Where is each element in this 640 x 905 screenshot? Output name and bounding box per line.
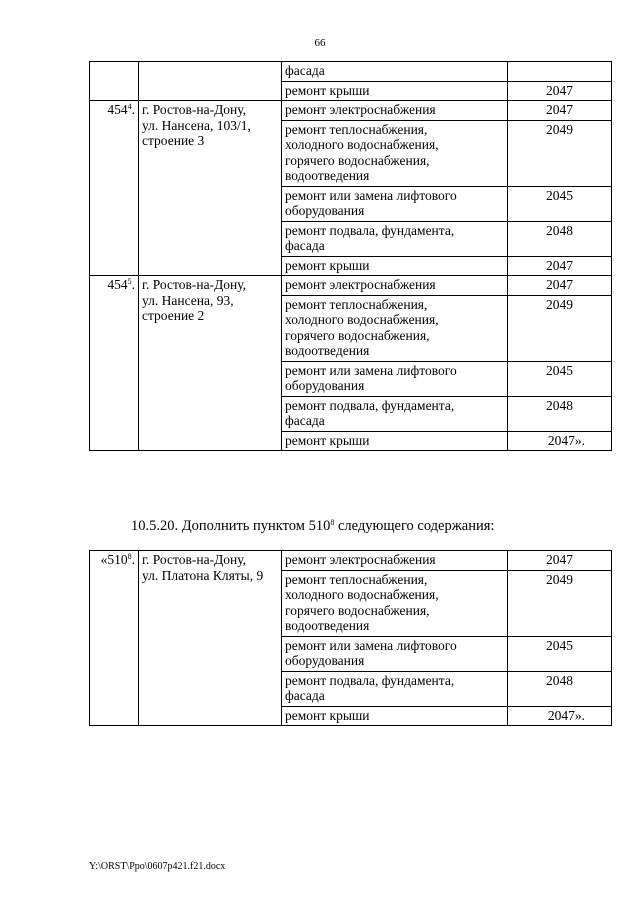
page-number: 66 <box>314 37 326 49</box>
year-cell: 2045 <box>508 361 612 396</box>
work-type-cell: ремонт электроснабжения <box>282 551 508 571</box>
item-number-cell <box>90 276 139 451</box>
address-line: ул. Нансена, 103/1, <box>142 117 251 133</box>
buildings-table-bottom <box>89 550 612 726</box>
amendment-text: 10.5.20. Дополнить пунктом 510 <box>131 518 331 534</box>
footer-file-path: Y:\ORST\Ppo\0607p421.f21.docx <box>89 861 226 872</box>
work-type-cell: ремонт теплоснабжения, холодного водоснабжения, горячего водоснабжения, водоотведения <box>282 570 508 636</box>
year-cell: 2047 <box>508 551 612 571</box>
year-cell: 2047 <box>508 81 612 101</box>
year-cell: 2048 <box>508 396 612 431</box>
address-cell <box>139 62 282 101</box>
item-number-sup: 5 <box>127 277 132 286</box>
address-cell <box>139 276 282 451</box>
work-type-cell: ремонт электроснабжения <box>282 101 508 121</box>
item-number-suffix: . <box>131 102 135 117</box>
work-type-cell: ремонт или замена лифтового оборудования <box>282 636 508 671</box>
address-line: г. Ростов-на-Дону, <box>142 102 247 117</box>
year-cell: 2047». <box>508 706 612 726</box>
work-type-cell: ремонт или замена лифтового оборудования <box>282 186 508 221</box>
item-number-sup: 4 <box>127 102 132 111</box>
year-cell: 2045 <box>508 186 612 221</box>
work-type-cell: ремонт крыши <box>282 81 508 101</box>
table-row <box>90 62 612 82</box>
year-cell: 2047». <box>508 431 612 451</box>
year-cell <box>508 62 612 82</box>
table-row <box>90 101 612 121</box>
work-type-cell: ремонт подвала, фундамента, фасада <box>282 396 508 431</box>
year-cell: 2047 <box>508 101 612 121</box>
year-cell: 2048 <box>508 221 612 256</box>
item-number-cell <box>90 62 139 101</box>
year-cell: 2049 <box>508 570 612 636</box>
item-number-cell <box>90 551 139 726</box>
work-type-cell: ремонт крыши <box>282 706 508 726</box>
item-number: «510 <box>100 552 128 567</box>
year-cell: 2049 <box>508 120 612 186</box>
amendment-sup: 8 <box>330 518 335 527</box>
item-number-cell <box>90 101 139 276</box>
work-type-cell: ремонт электроснабжения <box>282 276 508 296</box>
item-number: 454 <box>107 102 128 117</box>
year-cell: 2047 <box>508 276 612 296</box>
work-type-cell: фасада <box>282 62 508 82</box>
work-type-cell: ремонт или замена лифтового оборудования <box>282 361 508 396</box>
year-cell: 2045 <box>508 636 612 671</box>
address-line: ул. Нансена, 93, <box>142 292 234 308</box>
item-number-suffix: . <box>131 277 135 292</box>
item-number: 454 <box>107 277 128 292</box>
item-number-sup: 8 <box>127 552 132 561</box>
address-line: г. Ростов-на-Дону, <box>142 277 247 292</box>
amendment-paragraph <box>131 518 494 535</box>
address-line: г. Ростов-на-Дону, <box>142 552 247 567</box>
year-cell: 2047 <box>508 256 612 276</box>
address-line: ул. Платона Кляты, 9 <box>142 567 264 583</box>
table-row <box>90 276 612 296</box>
address-line: строение 2 <box>142 308 205 323</box>
work-type-cell: ремонт подвала, фундамента, фасада <box>282 221 508 256</box>
work-type-cell: ремонт подвала, фундамента, фасада <box>282 671 508 706</box>
work-type-cell: ремонт теплоснабжения, холодного водоснабжения, горячего водоснабжения, водоотведения <box>282 120 508 186</box>
amendment-text-end: следующего содержания: <box>334 518 495 534</box>
address-line: строение 3 <box>142 133 205 148</box>
work-type-cell: ремонт крыши <box>282 431 508 451</box>
address-cell <box>139 101 282 276</box>
year-cell: 2048 <box>508 671 612 706</box>
address-cell <box>139 551 282 726</box>
work-type-cell: ремонт крыши <box>282 256 508 276</box>
item-number-suffix: . <box>131 552 135 567</box>
work-type-cell: ремонт теплоснабжения, холодного водоснабжения, горячего водоснабжения, водоотведения <box>282 295 508 361</box>
year-cell: 2049 <box>508 295 612 361</box>
buildings-table-top <box>89 61 612 451</box>
table-row <box>90 551 612 571</box>
